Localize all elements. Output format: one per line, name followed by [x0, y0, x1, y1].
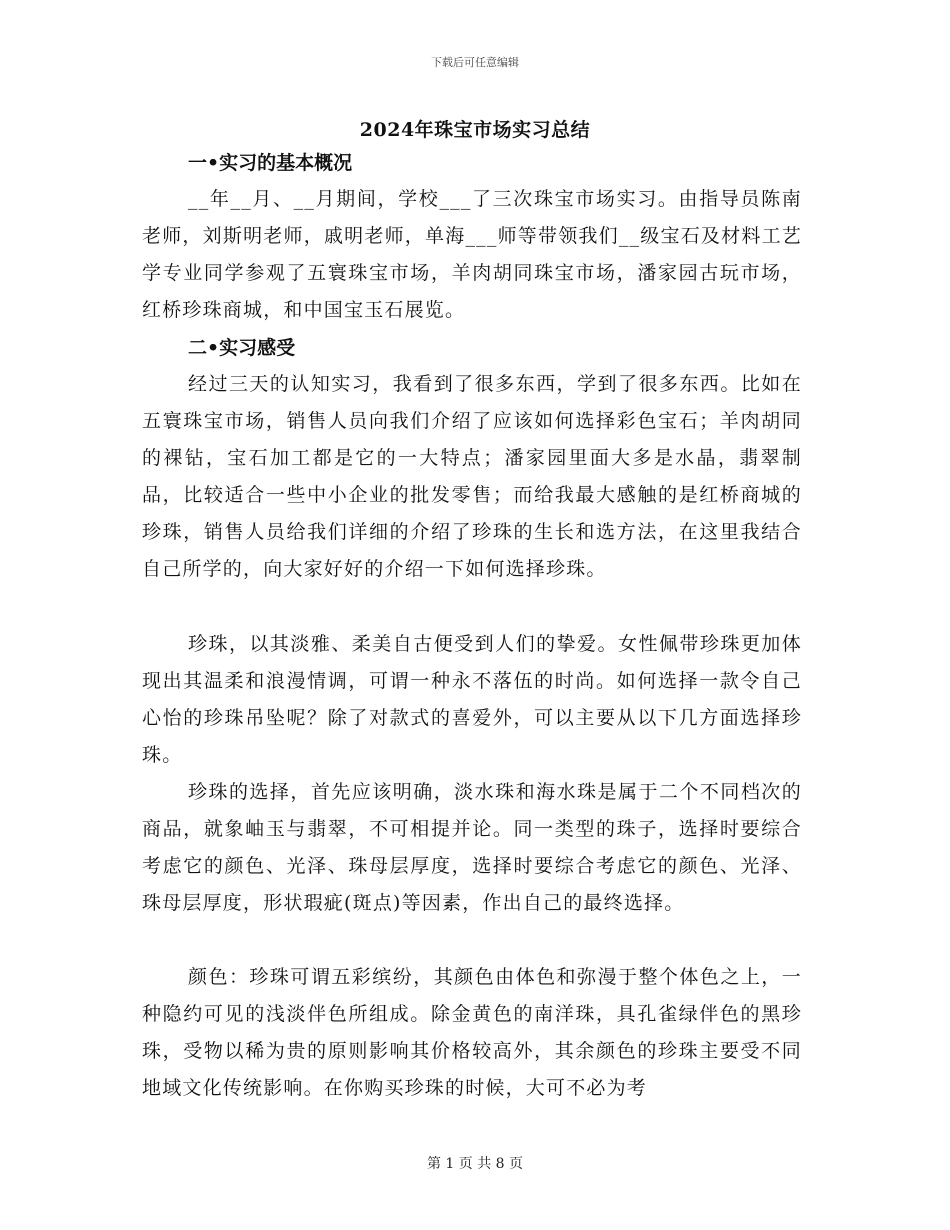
paragraph-overview: __年__月、__月期间，学校___了三次珠宝市场实习。由指导员陈南老师，刘斯明老师，戚明老师，单海___师等带领我们__级宝石及材料工艺学专业同学参观了五寰珠宝市场，羊肉胡同珠宝市场，潘家园古玩市场，红桥珍珠商城，和中国宝玉石展览。 — [142, 188, 802, 321]
header-note: 下载后可任意编辑 — [431, 56, 519, 69]
page-number: 第 1 页 共 8 页 — [426, 1156, 524, 1172]
paragraph-impressions-2: 珍珠，以其淡雅、柔美自古便受到人们的挚爱。女性佩带珍珠更加体现出其温柔和浪漫情调，可谓一种永不落伍的时尚。如何选择一款令自己心怡的珍珠吊坠呢？除了对款式的喜爱外，可以主要从以下几方面选择珍珠。 — [142, 633, 802, 766]
paragraph-impressions-1: 经过三天的认知实习，我看到了很多东西，学到了很多东西。比如在五寰珠宝市场，销售人员向我们介绍了应该如何选择彩色宝石；羊肉胡同的裸钻，宝石加工都是它的一大特点；潘家园里面大多是水晶，翡翠制品，比较适合一些中小企业的批发零售；而给我最大感触的是红桥商城的珍珠，销售人员给我们详细的介绍了珍珠的生长和选方法，在这里我结合自己所学的，向大家好好的介绍一下如何选择珍珠。 — [142, 373, 802, 580]
document-title: 2024年珠宝市场实习总结 — [359, 119, 591, 141]
paragraph-impressions-4: 颜色：珍珠可谓五彩缤纷，其颜色由体色和弥漫于整个体色之上，一种隐约可见的浅淡伴色所组成。除金黄色的南洋珠，具孔雀绿伴色的黑珍珠，受物以稀为贵的原则影响其价格较高外，其余颜色的珍珠主要受不同地域文化传统影响。在你购买珍珠的时候，大可不必为考 — [142, 966, 802, 1099]
section-heading-overview: 一•实习的基本概况 — [188, 152, 353, 174]
section-heading-impressions: 二•实习感受 — [188, 337, 296, 359]
paragraph-impressions-3: 珍珠的选择，首先应该明确，淡水珠和海水珠是属于二个不同档次的商品，就象岫玉与翡翠，不可相提并论。同一类型的珠子，选择时要综合考虑它的颜色、光泽、珠母层厚度，选择时要综合考虑它的颜色、光泽、珠母层厚度，形状瑕疵(斑点)等因素，作出自己的最终选择。 — [142, 781, 802, 914]
